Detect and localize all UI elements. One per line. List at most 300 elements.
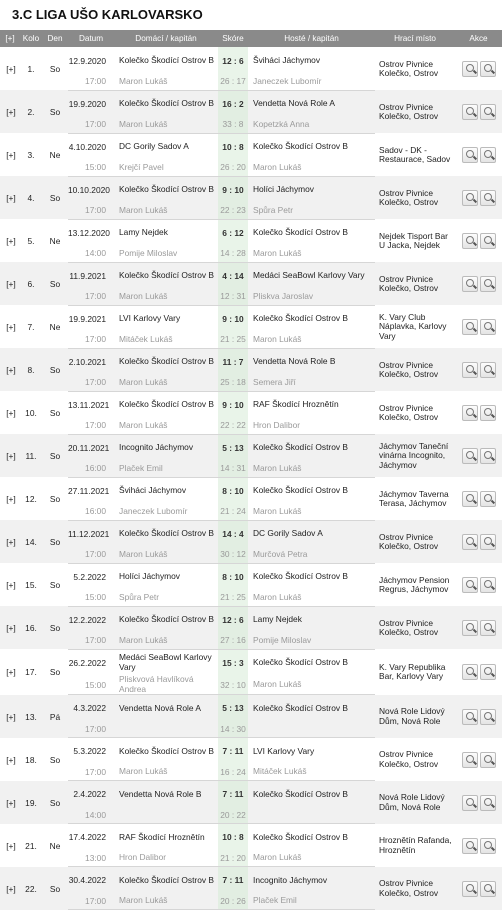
match-row (0, 695, 502, 721)
venue: Ostrov Pivnice Kolečko, Ostrov (375, 262, 455, 305)
expand-toggle[interactable]: [+] (0, 90, 20, 133)
match-row (0, 47, 502, 73)
header-score: Skóre (218, 30, 248, 47)
match-row (0, 305, 502, 331)
legs-score: 26 : 20 (218, 159, 248, 176)
magnifier-icon[interactable] (462, 405, 478, 421)
away-team[interactable]: Vendetta Nová Role A (248, 90, 375, 116)
row-actions (455, 90, 502, 133)
magnifier-icon[interactable] (462, 104, 478, 120)
header-away: Hosté / kapitán (248, 30, 375, 47)
away-team[interactable]: Kolečko Škodící Ostrov B (248, 781, 375, 807)
match-score: 5 : 13 (218, 695, 248, 721)
match-time: 17:00 (68, 73, 114, 90)
match-row (0, 434, 502, 460)
magnifier-icon[interactable] (480, 147, 496, 163)
venue: K. Vary Club Náplavka, Karlovy Vary (379, 312, 447, 341)
home-captain: Krejčí Pavel (114, 159, 218, 176)
magnifier-icon[interactable] (480, 577, 496, 593)
home-team[interactable]: Kolečko Škodící Ostrov B (119, 399, 214, 409)
match-score: 12 : 6 (218, 606, 248, 632)
away-team[interactable]: Lamy Nejdek (248, 606, 375, 632)
away-captain: Maron Lukáš (248, 850, 375, 867)
round-number: 8. (20, 348, 42, 391)
away-captain: Kopetzká Anna (248, 116, 375, 133)
match-score: 15 : 3 (218, 649, 248, 675)
expand-toggle[interactable]: [+] (0, 348, 20, 391)
magnifier-icon[interactable] (462, 795, 478, 811)
home-captain: Maron Lukáš (114, 764, 218, 781)
round-number: 16. (20, 606, 42, 649)
match-day: So (42, 348, 68, 391)
expand-toggle[interactable]: [+] (0, 606, 20, 649)
away-team[interactable]: LVI Karlovy Vary (253, 745, 315, 756)
magnifier-icon[interactable] (480, 362, 496, 378)
magnifier-icon[interactable] (480, 795, 496, 811)
match-score: 5 : 13 (218, 434, 248, 460)
magnifier-icon[interactable] (462, 709, 478, 725)
match-day: So (42, 262, 68, 305)
match-date: 5.2.2022 (73, 571, 106, 582)
home-captain: Maron Lukáš (114, 288, 218, 305)
away-captain (248, 721, 375, 738)
magnifier-icon[interactable] (462, 620, 478, 636)
away-captain: Pliskva Jaroslav (248, 288, 375, 305)
match-time: 17:00 (68, 417, 114, 434)
home-team[interactable]: Šviháci Jáchymov (119, 485, 187, 495)
match-score: 9 : 10 (218, 176, 248, 202)
match-row (0, 477, 502, 503)
header-home: Domácí / kapitán (114, 30, 218, 47)
home-captain: Maron Lukáš (114, 632, 218, 649)
expand-toggle[interactable]: [+] (0, 781, 20, 824)
match-date: 4.10.2020 (68, 141, 106, 152)
match-day: So (49, 494, 61, 504)
away-team[interactable]: Incognito Jáchymov (248, 867, 375, 893)
home-team[interactable]: Kolečko Škodící Ostrov B (114, 867, 218, 893)
match-day: So (49, 580, 61, 590)
match-day: Ne (49, 150, 61, 160)
match-row (0, 262, 502, 288)
match-date: 19.9.2020 (68, 90, 114, 116)
magnifier-icon[interactable] (480, 664, 496, 680)
expand-toggle[interactable]: [+] (6, 754, 16, 765)
magnifier-icon[interactable] (480, 709, 496, 725)
home-captain: Maron Lukáš (114, 73, 218, 90)
magnifier-icon[interactable] (480, 534, 496, 550)
row-actions (455, 738, 502, 781)
expand-toggle[interactable]: [+] (0, 262, 20, 305)
magnifier-icon[interactable] (462, 190, 478, 206)
match-row (0, 90, 502, 116)
row-actions (455, 305, 502, 348)
match-time: 15:00 (68, 159, 114, 176)
page-title: 3.C LIGA UŠO KARLOVARSKO (12, 7, 203, 22)
home-captain: Pliskvová Havlíková Andrea (114, 675, 218, 695)
away-captain: Maron Lukáš (248, 460, 375, 477)
match-score: 7 : 11 (218, 738, 248, 764)
venue: Ostrov Pivnice Kolečko, Ostrov (379, 58, 439, 78)
match-date: 13.12.2020 (68, 227, 110, 238)
away-captain: Maron Lukáš (248, 331, 375, 348)
home-captain (114, 721, 218, 738)
home-team[interactable]: Kolečko Škodící Ostrov B (114, 348, 218, 374)
away-captain: Plaček Emil (248, 893, 375, 910)
match-date: 4.3.2022 (68, 695, 114, 721)
expand-toggle[interactable]: [+] (6, 580, 16, 590)
away-team[interactable]: Kolečko Škodící Ostrov B (253, 571, 348, 581)
away-team[interactable]: Vendetta Nová Role B (248, 348, 375, 374)
home-captain: Hron Dalibor (114, 850, 218, 867)
round-number: 4. (20, 176, 42, 219)
match-row (0, 606, 502, 632)
round-number: 2. (20, 90, 42, 133)
round-number: 22. (20, 867, 42, 910)
match-time: 17:00 (68, 202, 114, 219)
away-team[interactable]: Kolečko Škodící Ostrov B (253, 141, 348, 151)
home-team[interactable]: Vendetta Nová Role A (114, 695, 218, 721)
away-team[interactable]: Kolečko Škodící Ostrov B (248, 695, 375, 721)
legs-score: 26 : 17 (218, 73, 248, 90)
magnifier-icon[interactable] (462, 881, 478, 897)
home-team[interactable]: Kolečko Škodící Ostrov B (114, 520, 218, 546)
legs-score: 30 : 12 (218, 546, 248, 563)
match-day: So (49, 667, 61, 678)
row-actions (455, 606, 502, 649)
round-number: 5. (27, 236, 35, 246)
venue: Ostrov Pivnice Kolečko, Ostrov (375, 176, 455, 219)
match-date: 17.4.2022 (68, 832, 106, 843)
legs-score: 25 : 18 (218, 374, 248, 391)
magnifier-icon[interactable] (462, 448, 478, 464)
match-time: 17:00 (68, 116, 114, 133)
match-time: 17:00 (68, 721, 114, 738)
match-time: 16:00 (68, 460, 114, 477)
home-team[interactable]: Kolečko Škodící Ostrov B (119, 54, 214, 65)
venue: Nejdek Tisport Bar U Jacka, Nejdek (379, 230, 448, 250)
away-team[interactable]: Kolečko Škodící Ostrov B (253, 831, 348, 842)
venue: Ostrov Pivnice Kolečko, Ostrov (375, 606, 455, 649)
header-expand: [+] (0, 30, 20, 47)
expand-toggle[interactable]: [+] (6, 236, 16, 246)
legs-score: 16 : 24 (218, 764, 248, 781)
header-round: Kolo (20, 30, 42, 47)
legs-score: 21 : 24 (218, 503, 248, 520)
row-actions (455, 781, 502, 824)
expand-toggle[interactable]: [+] (6, 840, 16, 851)
round-number: 17. (25, 667, 37, 678)
match-day: So (42, 520, 68, 563)
legs-score: 27 : 16 (218, 632, 248, 649)
magnifier-icon[interactable] (462, 534, 478, 550)
venue: Ostrov Pivnice Kolečko, Ostrov (379, 402, 439, 422)
away-captain: Maron Lukáš (248, 589, 375, 606)
match-score: 7 : 11 (218, 867, 248, 893)
legs-score: 22 : 23 (218, 202, 248, 219)
match-date: 13.11.2021 (68, 399, 110, 410)
row-actions (455, 176, 502, 219)
match-row (0, 348, 502, 374)
round-number: 12. (25, 494, 37, 504)
away-captain: Maron Lukáš (248, 245, 375, 262)
legs-score: 32 : 10 (218, 675, 248, 695)
magnifier-icon[interactable] (462, 362, 478, 378)
match-score: 7 : 11 (218, 781, 248, 807)
match-day: So (49, 754, 61, 765)
row-actions (455, 695, 502, 738)
match-time: 15:00 (68, 589, 114, 606)
home-team[interactable]: Kolečko Škodící Ostrov B (114, 262, 218, 288)
match-score: 9 : 10 (218, 391, 248, 417)
match-date: 12.2.2022 (68, 606, 114, 632)
match-day: So (49, 64, 61, 74)
home-captain: Spůra Petr (114, 589, 218, 606)
round-number: 3. (27, 150, 35, 160)
venue: Nová Role Lidový Dům, Nová Role (375, 781, 455, 824)
match-time: 17:00 (68, 288, 114, 305)
magnifier-icon[interactable] (462, 664, 478, 680)
venue: Hroznětín Rafanda, Hroznětín (379, 835, 452, 855)
match-date: 12.9.2020 (68, 55, 106, 66)
match-day: Ne (49, 236, 61, 246)
magnifier-icon[interactable] (462, 319, 478, 335)
magnifier-icon[interactable] (462, 61, 478, 77)
round-number: 7. (27, 322, 35, 332)
legs-score: 21 : 20 (218, 850, 248, 867)
match-date: 20.11.2021 (68, 434, 114, 460)
match-day: So (49, 408, 61, 418)
away-team[interactable]: RAF Škodící Hroznětín (253, 399, 339, 409)
match-time: 13:00 (68, 850, 114, 867)
magnifier-icon[interactable] (480, 448, 496, 464)
away-team[interactable]: Medáci SeaBowl Karlovy Vary (248, 262, 375, 288)
expand-toggle[interactable]: [+] (0, 176, 20, 219)
header-date: Datum (68, 30, 114, 47)
venue: Ostrov Pivnice Kolečko, Ostrov (375, 90, 455, 133)
magnifier-icon[interactable] (480, 491, 496, 507)
match-row (0, 824, 502, 850)
match-day: So (42, 867, 68, 910)
magnifier-icon[interactable] (480, 620, 496, 636)
header-action: Akce (455, 30, 502, 47)
expand-toggle[interactable]: [+] (6, 64, 16, 74)
match-score: 11 : 7 (218, 348, 248, 374)
match-time: 17:00 (68, 893, 114, 910)
magnifier-icon[interactable] (480, 233, 496, 249)
row-actions (455, 434, 502, 477)
match-date: 2.10.2021 (68, 348, 114, 374)
match-row (0, 563, 502, 589)
venue: Ostrov Pivnice Kolečko, Ostrov (375, 348, 455, 391)
match-date: 10.10.2020 (68, 176, 114, 202)
matches-table (0, 30, 502, 910)
match-date: 11.12.2021 (68, 520, 114, 546)
home-captain: Maron Lukáš (114, 202, 218, 219)
legs-score: 21 : 25 (218, 331, 248, 348)
match-time: 17:00 (68, 374, 114, 391)
match-score: 8 : 10 (218, 563, 248, 589)
match-day: So (42, 606, 68, 649)
match-row (0, 520, 502, 546)
venue: Ostrov Pivnice Kolečko, Ostrov (379, 749, 439, 769)
home-team[interactable]: DC Gorily Sadov A (119, 141, 189, 151)
round-number: 19. (20, 781, 42, 824)
row-actions (455, 219, 502, 262)
row-actions (455, 47, 502, 90)
home-captain: Maron Lukáš (114, 417, 218, 434)
venue: Jáchymov Taneční vinárna Incognito, Jáchymov (375, 434, 455, 477)
round-number: 11. (20, 434, 42, 477)
home-captain (114, 807, 218, 824)
expand-toggle[interactable]: [+] (6, 322, 16, 332)
home-team[interactable]: Incognito Jáchymov (114, 434, 218, 460)
expand-toggle[interactable]: [+] (0, 434, 20, 477)
expand-toggle[interactable]: [+] (6, 494, 16, 504)
magnifier-icon[interactable] (480, 405, 496, 421)
match-row (0, 781, 502, 807)
home-team[interactable]: Kolečko Škodící Ostrov B (114, 90, 218, 116)
magnifier-icon[interactable] (462, 752, 478, 768)
match-time: 17:00 (68, 764, 114, 781)
table-header-row (0, 30, 502, 47)
home-captain: Janeczek Lubomír (114, 503, 218, 520)
home-captain: Pomije Miloslav (114, 245, 218, 262)
away-captain (248, 807, 375, 824)
row-actions (455, 649, 502, 695)
venue: K. Vary Republika Bar, Karlovy Vary (379, 661, 446, 682)
home-team[interactable]: Kolečko Škodící Ostrov B (114, 606, 218, 632)
magnifier-icon[interactable] (462, 233, 478, 249)
match-date: 11.9.2021 (68, 262, 114, 288)
away-team[interactable]: Holíci Jáchymov (248, 176, 375, 202)
expand-toggle[interactable]: [+] (6, 667, 16, 678)
match-score: 12 : 6 (218, 47, 248, 73)
round-number: 15. (25, 580, 37, 590)
round-number: 18. (25, 754, 37, 765)
match-score: 6 : 12 (218, 219, 248, 245)
match-time: 15:00 (68, 675, 114, 695)
away-team[interactable]: Kolečko Škodící Ostrov B (253, 485, 348, 495)
row-actions (455, 391, 502, 434)
match-score: 14 : 4 (218, 520, 248, 546)
magnifier-icon[interactable] (480, 881, 496, 897)
away-team[interactable]: Kolečko Škodící Ostrov B (253, 313, 348, 323)
row-actions (455, 520, 502, 563)
round-number: 10. (25, 408, 37, 418)
magnifier-icon[interactable] (480, 276, 496, 292)
row-actions (455, 348, 502, 391)
home-team[interactable]: Lamy Nejdek (119, 227, 168, 237)
match-time: 14:00 (68, 807, 114, 824)
home-team[interactable]: Holíci Jáchymov (119, 571, 180, 581)
match-time: 16:00 (68, 503, 114, 520)
match-date: 5.3.2022 (73, 746, 106, 757)
home-team[interactable]: Kolečko Škodící Ostrov B (119, 745, 214, 756)
legs-score: 14 : 31 (218, 460, 248, 477)
expand-toggle[interactable]: [+] (0, 695, 20, 738)
magnifier-icon[interactable] (480, 190, 496, 206)
away-team[interactable]: DC Gorily Sadov A (248, 520, 375, 546)
home-team[interactable]: Vendetta Nová Role B (114, 781, 218, 807)
round-number: 14. (20, 520, 42, 563)
legs-score: 21 : 25 (218, 589, 248, 606)
magnifier-icon[interactable] (480, 838, 496, 854)
header-day: Den (42, 30, 68, 47)
away-team[interactable]: Kolečko Škodící Ostrov B (253, 657, 348, 667)
venue: Ostrov Pivnice Kolečko, Ostrov (375, 867, 455, 910)
home-team[interactable]: RAF Škodící Hroznětín (119, 831, 205, 842)
home-team[interactable]: LVI Karlovy Vary (119, 313, 181, 323)
away-captain: Pomije Miloslav (248, 632, 375, 649)
match-row (0, 391, 502, 417)
round-number: 21. (25, 840, 37, 851)
row-actions (455, 867, 502, 910)
match-day: So (42, 176, 68, 219)
expand-toggle[interactable]: [+] (0, 520, 20, 563)
match-day: Ne (49, 840, 61, 851)
match-row (0, 219, 502, 245)
match-date: 2.4.2022 (68, 781, 114, 807)
home-team[interactable]: Medáci SeaBowl Karlovy Vary (119, 652, 212, 672)
match-score: 4 : 14 (218, 262, 248, 288)
away-captain: Semera Jiří (248, 374, 375, 391)
venue: Nová Role Lidový Dům, Nová Role (375, 695, 455, 738)
legs-score: 14 : 28 (218, 245, 248, 262)
away-team[interactable]: Kolečko Škodící Ostrov B (253, 227, 348, 237)
match-row (0, 176, 502, 202)
away-captain: Maron Lukáš (248, 159, 375, 176)
home-team[interactable]: Kolečko Škodící Ostrov B (114, 176, 218, 202)
match-time: 14:00 (68, 245, 114, 262)
magnifier-icon[interactable] (480, 752, 496, 768)
magnifier-icon[interactable] (480, 61, 496, 77)
away-team[interactable]: Šviháci Jáchymov (253, 54, 321, 65)
away-captain: Maron Lukáš (248, 675, 375, 695)
match-time: 17:00 (68, 632, 114, 649)
expand-toggle[interactable]: [+] (0, 867, 20, 910)
legs-score: 12 : 31 (218, 288, 248, 305)
legs-score: 20 : 22 (218, 807, 248, 824)
away-team[interactable]: Kolečko Škodící Ostrov B (248, 434, 375, 460)
magnifier-icon[interactable] (480, 319, 496, 335)
magnifier-icon[interactable] (462, 838, 478, 854)
match-date: 27.11.2021 (68, 485, 110, 496)
match-row (0, 867, 502, 893)
row-actions (455, 824, 502, 867)
expand-toggle[interactable]: [+] (6, 150, 16, 160)
match-time: 17:00 (68, 331, 114, 348)
magnifier-icon[interactable] (462, 491, 478, 507)
magnifier-icon[interactable] (480, 104, 496, 120)
row-actions (455, 563, 502, 606)
away-captain: Spůra Petr (248, 202, 375, 219)
magnifier-icon[interactable] (462, 577, 478, 593)
venue: Jáchymov Pension Regrus, Jáchymov (379, 574, 450, 594)
match-row (0, 133, 502, 159)
legs-score: 22 : 22 (218, 417, 248, 434)
home-captain: Maron Lukáš (114, 116, 218, 133)
expand-toggle[interactable]: [+] (6, 408, 16, 418)
match-row (0, 649, 502, 675)
home-captain: Mitáček Lukáš (114, 331, 218, 348)
match-score: 16 : 2 (218, 90, 248, 116)
venue: Ostrov Pivnice Kolečko, Ostrov (375, 520, 455, 563)
magnifier-icon[interactable] (462, 147, 478, 163)
header-venue: Hrací místo (375, 30, 455, 47)
match-score: 10 : 8 (218, 133, 248, 159)
away-captain: Mitáček Lukáš (248, 764, 375, 781)
magnifier-icon[interactable] (462, 276, 478, 292)
